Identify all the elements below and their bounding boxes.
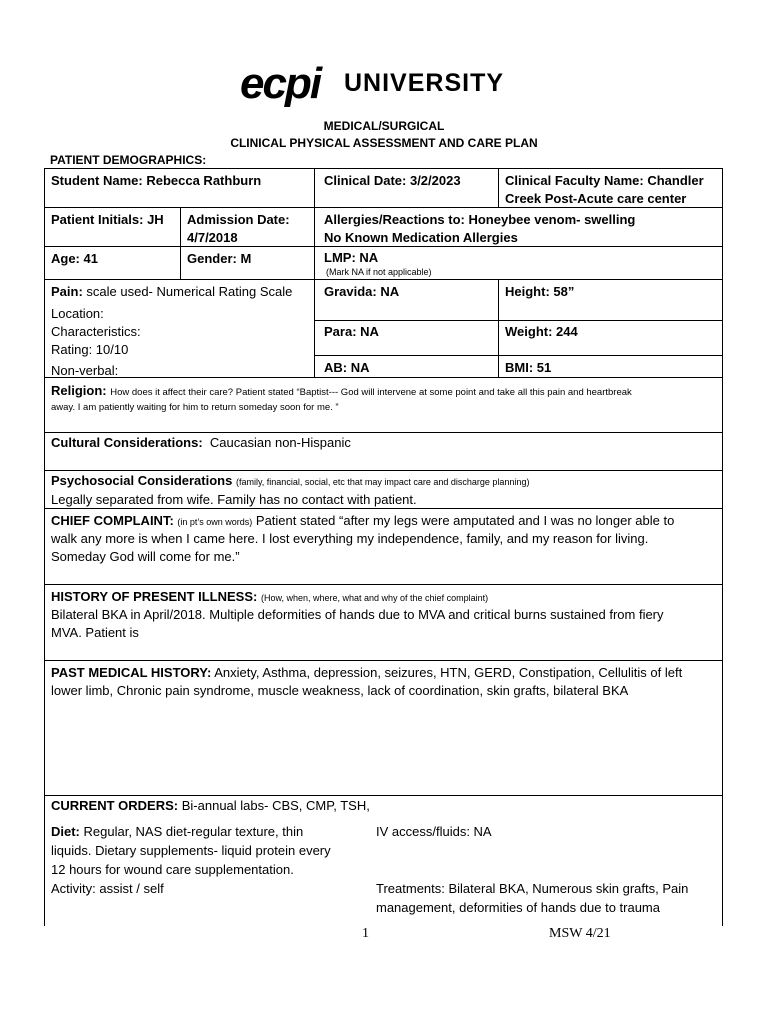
logo-graphic — [240, 58, 530, 110]
chief-complaint-note: (in pt’s own words) — [177, 517, 253, 527]
age: Age: 41 — [51, 251, 98, 266]
pain-label: Pain: — [51, 284, 83, 299]
diet-text3: 12 hours for wound care supplementation. — [51, 862, 294, 877]
pain-characteristics: Characteristics: — [51, 324, 141, 339]
pmh-label: PAST MEDICAL HISTORY: — [51, 665, 212, 680]
logo-university-text: UNIVERSITY — [344, 69, 505, 97]
religion-text2: away. I am patiently waiting for him to return someday soon for me. ” — [51, 402, 339, 413]
iv-access: IV access/fluids: NA — [376, 824, 492, 839]
diet-text1: Regular, NAS diet-regular texture, thin — [83, 824, 304, 839]
pain-nonverbal: Non-verbal: — [51, 363, 119, 378]
bmi: BMI: 51 — [505, 360, 552, 375]
chief-complaint-text1: Patient stated “after my legs were amputated and I was no longer able to — [255, 513, 675, 528]
weight: Weight: 244 — [505, 324, 578, 339]
pain-rating: Rating: 10/10 — [51, 342, 129, 357]
treatments-line2: management, deformities of hands due to trauma — [376, 900, 660, 915]
activity: Activity: assist / self — [51, 881, 164, 896]
psychosocial-note: (family, financial, social, etc that may impact care and discharge planning) — [235, 477, 530, 487]
allergies-line2: No Known Medication Allergies — [324, 230, 518, 245]
lmp-note: (Mark NA if not applicable) — [326, 267, 432, 277]
chief-complaint-line1 — [51, 511, 674, 530]
gravida: Gravida: NA — [324, 284, 400, 299]
demographics-label: PATIENT DEMOGRAPHICS: — [50, 153, 207, 167]
psychosocial-header — [51, 471, 529, 490]
allergies-line1: Allergies/Reactions to: Honeybee venom- swelling — [324, 212, 636, 227]
chief-complaint-label: CHIEF COMPLAINT: — [51, 513, 174, 528]
ecpi-university-logo — [240, 58, 530, 110]
current-orders — [51, 796, 370, 815]
pmh-line1 — [51, 663, 682, 682]
religion-label: Religion: — [51, 383, 107, 398]
ab: AB: NA — [324, 360, 370, 375]
pain-location: Location: — [51, 306, 104, 321]
religion-line1 — [51, 381, 716, 400]
form-title-line2: CLINICAL PHYSICAL ASSESSMENT AND CARE PLAN — [230, 136, 538, 150]
diet-label: Diet: — [51, 824, 80, 839]
para: Para: NA — [324, 324, 379, 339]
religion-text1: How does it affect their care? Patient stated “Baptist--- God will intervene at some point and take all this pain and heartbreak — [110, 387, 632, 398]
treatments-line1: Treatments: Bilateral BKA, Numerous skin grafts, Pain — [376, 881, 689, 896]
clinical-faculty-line2: Creek Post-Acute care center — [505, 191, 687, 206]
hpi-header — [51, 587, 488, 606]
hpi-note: (How, when, where, what and why of the chief complaint) — [260, 593, 489, 603]
clinical-faculty-line1: Clinical Faculty Name: Chandler — [505, 173, 704, 188]
chief-complaint-text2: walk any more is when I came here. I lost everything my independence, family, and my reason for living. — [51, 531, 649, 546]
admission-date-label: Admission Date: — [187, 212, 290, 227]
psychosocial-label: Psychosocial Considerations — [51, 473, 233, 488]
assessment-table — [44, 168, 723, 926]
pmh-text1: Anxiety, Asthma, depression, seizures, HTN, GERD, Constipation, Cellulitis of left — [214, 665, 683, 680]
cultural-value: Caucasian non-Hispanic — [209, 435, 351, 450]
current-orders-label: CURRENT ORDERS: — [51, 798, 179, 813]
student-name: Student Name: Rebecca Rathburn — [51, 173, 262, 188]
psychosocial-value: Legally separated from wife. Family has no contact with patient. — [51, 492, 417, 507]
lmp: LMP: NA — [324, 250, 379, 265]
page-number: 1 — [362, 926, 369, 941]
pain-scale-value: scale used- Numerical Rating Scale — [82, 284, 293, 299]
current-orders-text1: Bi-annual labs- CBS, CMP, TSH, — [181, 798, 370, 813]
chief-complaint-text3: Someday God will come for me.” — [51, 549, 240, 564]
hpi-text1: Bilateral BKA in April/2018. Multiple deformities of hands due to MVA and critical burns sustained from fiery — [51, 607, 664, 622]
hpi-label: HISTORY OF PRESENT ILLNESS: — [51, 589, 258, 604]
logo-ecpi-text: ecpi — [240, 59, 321, 108]
form-code: MSW 4/21 — [549, 926, 611, 941]
clinical-date: Clinical Date: 3/2/2023 — [324, 173, 461, 188]
hpi-text2: MVA. Patient is — [51, 625, 139, 640]
height: Height: 58” — [505, 284, 575, 299]
cultural-considerations — [51, 433, 351, 452]
gender: Gender: M — [187, 251, 252, 266]
diet-line1 — [51, 822, 303, 841]
admission-date: 4/7/2018 — [187, 230, 238, 245]
form-title-line1: MEDICAL/SURGICAL — [323, 119, 445, 133]
diet-text2: liquids. Dietary supplements- liquid protein every — [51, 843, 331, 858]
patient-initials: Patient Initials: JH — [51, 212, 164, 227]
pain-scale — [51, 282, 292, 301]
cultural-label: Cultural Considerations: — [51, 435, 203, 450]
pmh-text2: lower limb, Chronic pain syndrome, muscle weakness, lack of coordination, skin grafts, bilateral BKA — [51, 683, 629, 698]
